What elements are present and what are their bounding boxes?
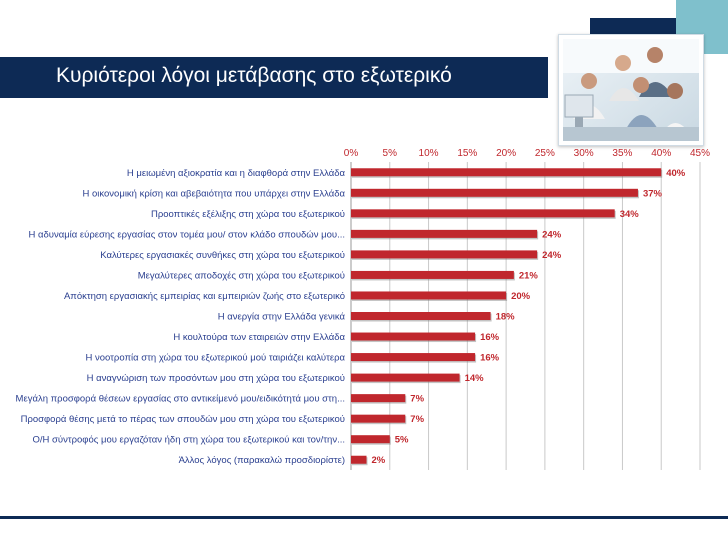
x-tick-label: 35%: [612, 148, 633, 159]
bottom-rule: [0, 516, 728, 519]
bar: [351, 250, 537, 258]
slide-title: Κυριότεροι λόγοι μετάβασης στο εξωτερικό: [56, 64, 452, 87]
bar: [351, 374, 460, 382]
x-tick-label: 20%: [496, 148, 517, 159]
value-label: 24%: [542, 249, 562, 261]
value-label: 34%: [619, 208, 639, 220]
bar: [351, 291, 506, 299]
category-label: Η αναγνώριση των προσόντων μου στη χώρα του εξωτερικού: [86, 373, 345, 385]
category-label: Η αδυναμία εύρεσης εργασίας στον τομέα μου/ στον κλάδο σπουδών μου...: [28, 229, 345, 241]
x-tick-label: 30%: [573, 148, 594, 159]
bar: [351, 456, 367, 464]
value-label: 40%: [666, 167, 686, 179]
value-label: 16%: [480, 352, 500, 364]
category-label: Ο/Η σύντροφός μου εργαζόταν ήδη στη χώρα του εξωτερικού και τον/την...: [32, 434, 345, 446]
value-label: 18%: [495, 311, 515, 323]
bar: [351, 415, 405, 423]
value-label: 5%: [394, 434, 409, 446]
category-label: Μεγαλύτερες αποδοχές στη χώρα του εξωτερικού: [137, 270, 345, 282]
value-label: 14%: [464, 373, 484, 385]
category-label: Απόκτηση εργασιακής εμπειρίας και εμπειριών ζωής στο εξωτερικό: [63, 290, 345, 302]
category-label: Η κουλτούρα των εταιρειών στην Ελλάδα: [173, 332, 345, 344]
category-label: Άλλος λόγος (παρακαλώ προσδιορίστε): [178, 455, 345, 467]
category-label: Προοπτικές εξέλιξης στη χώρα του εξωτερικού: [150, 208, 345, 220]
x-tick-label: 40%: [651, 148, 672, 159]
bar: [351, 168, 661, 176]
bar: [351, 209, 615, 217]
value-label: 24%: [542, 229, 562, 241]
x-tick-label: 15%: [457, 148, 478, 159]
bar: [351, 189, 638, 197]
value-label: 7%: [410, 393, 425, 405]
value-label: 37%: [642, 188, 662, 200]
category-label: Προσφορά θέσης μετά το πέρας των σπουδών μου στη χώρα του εξωτερικού: [20, 414, 345, 426]
x-tick-label: 0%: [343, 148, 359, 159]
category-label: Η οικονομική κρίση και αβεβαιότητα που υπάρχει στην Ελλάδα: [82, 188, 345, 200]
bar: [351, 353, 475, 361]
bar: [351, 333, 475, 341]
category-label: Καλύτερες εργασιακές συνθήκες στη χώρα του εξωτερικού: [100, 249, 345, 261]
bar: [351, 230, 537, 238]
photo-frame: [558, 34, 704, 146]
bar-chart: [0, 140, 728, 480]
value-label: 7%: [410, 414, 425, 426]
category-label: Η μειωμένη αξιοκρατία και η διαφθορά στην Ελλάδα: [126, 167, 345, 179]
bar: [351, 271, 514, 279]
category-label: Η νοοτροπία στη χώρα του εξωτερικού μού ταιριάζει καλύτερα: [85, 352, 345, 364]
x-tick-label: 10%: [418, 148, 439, 159]
bar: [351, 394, 405, 402]
bar: [351, 312, 491, 320]
x-tick-label: 5%: [382, 148, 398, 159]
value-label: 20%: [511, 290, 531, 302]
category-label: Μεγάλη προσφορά θέσεων εργασίας στο αντικείμενό μου/ειδικότητά μου στη...: [15, 393, 345, 405]
value-label: 16%: [480, 332, 500, 344]
value-label: 21%: [518, 270, 538, 282]
team-photo-icon: [563, 39, 699, 141]
x-tick-label: 45%: [689, 148, 711, 159]
x-tick-label: 25%: [534, 148, 555, 159]
value-label: 2%: [371, 455, 386, 467]
category-label: Η ανεργία στην Ελλάδα γενικά: [217, 311, 345, 323]
bar: [351, 435, 390, 443]
